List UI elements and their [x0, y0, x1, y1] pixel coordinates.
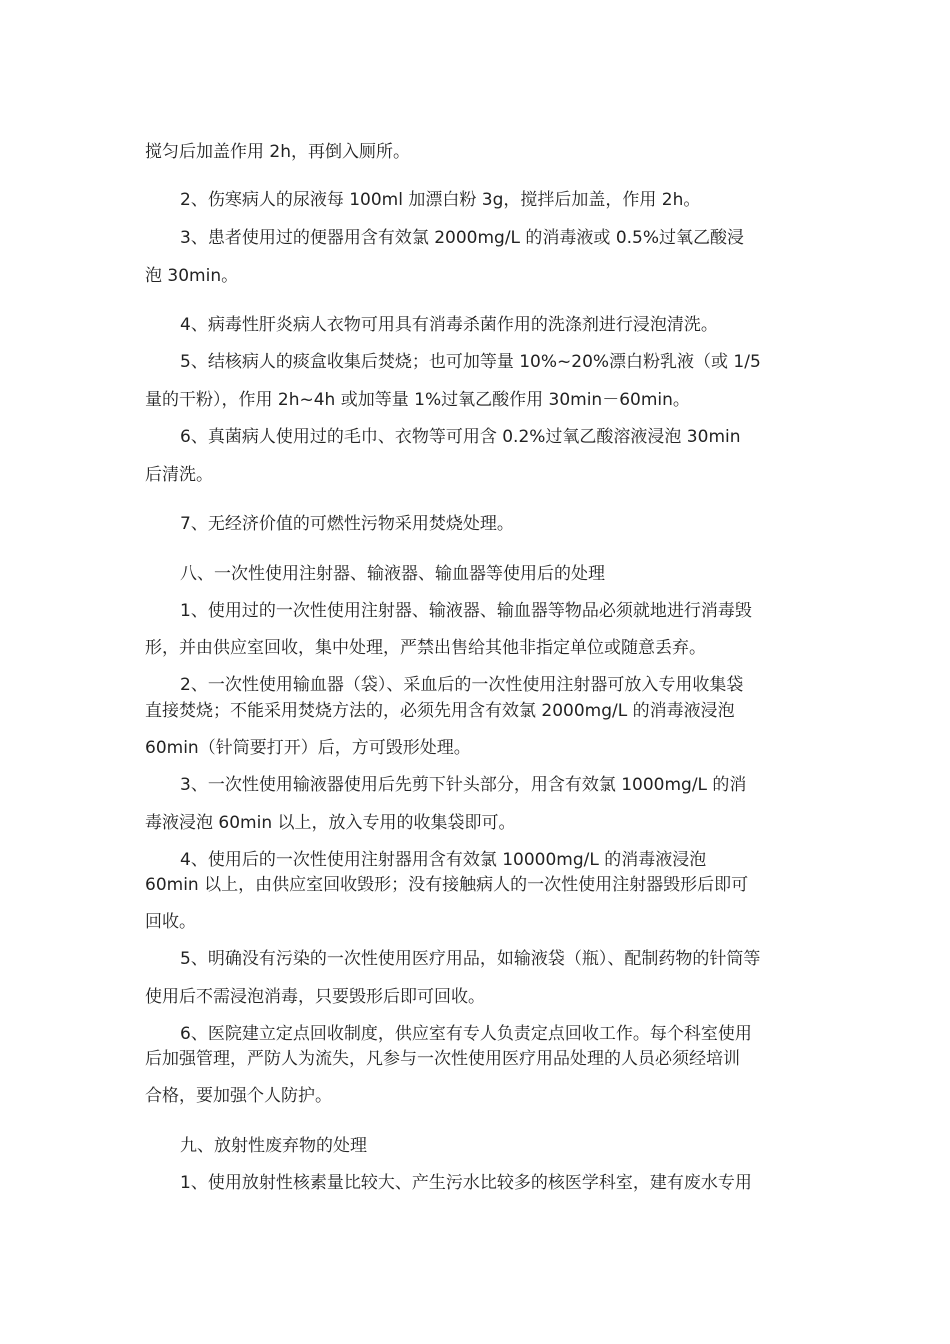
text-line: 7、无经济价值的可燃性污物采用焚烧处理。 [180, 514, 514, 534]
text-line: 量的干粉），作用 2h~4h 或加等量 1%过氧乙酸作用 30min－60min。 [145, 390, 690, 410]
section-heading: 九、放射性废弃物的处理 [180, 1136, 367, 1156]
text-line: 泡 30min。 [145, 266, 239, 286]
text-line: 毒液浸泡 60min 以上，放入专用的收集袋即可。 [145, 813, 516, 833]
text-line: 合格，要加强个人防护。 [145, 1086, 332, 1106]
text-line: 4、使用后的一次性使用注射器用含有效氯 10000mg/L 的消毒液浸泡 [180, 850, 707, 870]
text-line: 60min（针筒要打开）后，方可毁形处理。 [145, 738, 471, 758]
text-line: 1、使用放射性核素量比较大、产生污水比较多的核医学科室，建有废水专用 [180, 1173, 752, 1193]
text-line: 后清洗。 [145, 465, 213, 485]
text-line: 5、结核病人的痰盒收集后焚烧；也可加等量 10%~20%漂白粉乳液（或 1/5 [180, 352, 761, 372]
text-line: 回收。 [145, 912, 196, 932]
text-line: 形，并由供应室回收，集中处理，严禁出售给其他非指定单位或随意丢弃。 [145, 638, 706, 658]
section-heading: 八、一次性使用注射器、输液器、输血器等使用后的处理 [180, 564, 605, 584]
text-line: 3、患者使用过的便器用含有效氯 2000mg/L 的消毒液或 0.5%过氧乙酸浸 [180, 228, 745, 248]
text-line: 60min 以上，由供应室回收毁形；没有接触病人的一次性使用注射器毁形后即可 [145, 875, 749, 895]
text-line: 5、明确没有污染的一次性使用医疗用品，如输液袋（瓶）、配制药物的针筒等 [180, 949, 761, 969]
text-line: 1、使用过的一次性使用注射器、输液器、输血器等物品必须就地进行消毒毁 [180, 601, 752, 621]
text-line: 2、伤寒病人的尿液每 100ml 加漂白粉 3g，搅拌后加盖，作用 2h。 [180, 190, 701, 210]
text-line: 3、一次性使用输液器使用后先剪下针头部分，用含有效氯 1000mg/L 的消 [180, 775, 747, 795]
text-line: 使用后不需浸泡消毒，只要毁形后即可回收。 [145, 987, 485, 1007]
text-line: 2、一次性使用输血器（袋）、采血后的一次性使用注射器可放入专用收集袋 [180, 675, 744, 695]
text-line: 后加强管理，严防人为流失，凡参与一次性使用医疗用品处理的人员必须经培训 [145, 1049, 740, 1069]
text-line: 6、医院建立定点回收制度，供应室有专人负责定点回收工作。每个科室使用 [180, 1024, 752, 1044]
text-line: 搅匀后加盖作用 2h，再倒入厕所。 [145, 142, 410, 162]
text-line: 6、真菌病人使用过的毛巾、衣物等可用含 0.2%过氧乙酸溶液浸泡 30min [180, 427, 741, 447]
text-line: 4、病毒性肝炎病人衣物可用具有消毒杀菌作用的洗涤剂进行浸泡清洗。 [180, 315, 718, 335]
text-line: 直接焚烧；不能采用焚烧方法的，必须先用含有效氯 2000mg/L 的消毒液浸泡 [145, 701, 735, 721]
